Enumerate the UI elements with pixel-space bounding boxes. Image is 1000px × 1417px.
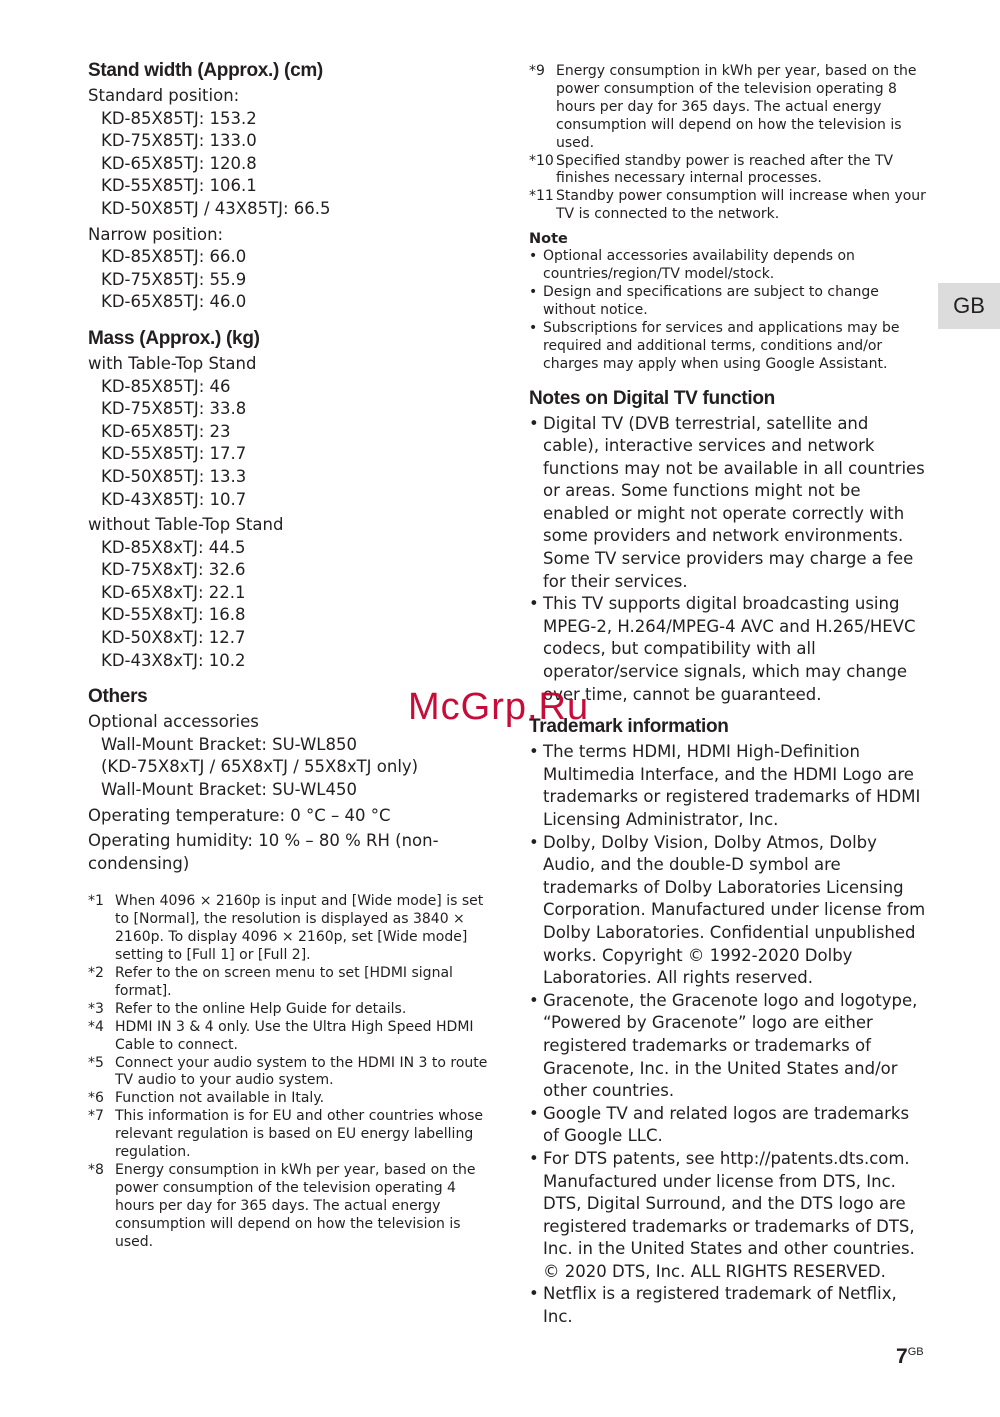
- footnote: [88, 1090, 488, 1108]
- footnote-text: Refer to the online Help Guide for details.: [115, 1000, 407, 1017]
- footnote-text: This information is for EU and other countries whose relevant regulation is based on EU energy labelling regulation.: [115, 1108, 484, 1161]
- others-heading: Others: [88, 686, 148, 708]
- footnotes-right: [529, 63, 929, 224]
- page-number-suffix: GB: [907, 1346, 924, 1358]
- bullet-icon: •: [529, 594, 539, 614]
- footnote-text: Energy consumption in kWh per year, based on the power consumption of the television operating 4 hours per day for 365 days. The actual energy consumption will depend on how the television is used.: [115, 1162, 476, 1250]
- trademark-item: [529, 1148, 929, 1284]
- footnote-mark: *11: [529, 188, 554, 205]
- spec-item: KD-65X85TJ: 23: [101, 421, 231, 441]
- footnote-text: HDMI IN 3 & 4 only. Use the Ultra High Speed HDMI Cable to connect.: [115, 1018, 474, 1053]
- trademark-section: [529, 716, 929, 1328]
- footnote-text: Connect your audio system to the HDMI IN 3 to route TV audio to your audio system.: [115, 1054, 488, 1089]
- footnote-mark: *9: [529, 63, 545, 79]
- footnote-mark: *3: [88, 1000, 104, 1017]
- spec-item: KD-75X85TJ: 33.8: [101, 399, 247, 419]
- spec-item: KD-50X8xTJ: 12.7: [101, 628, 246, 648]
- digital-tv-heading: Notes on Digital TV function: [529, 387, 775, 409]
- bullet-icon: •: [529, 248, 538, 265]
- note-heading: Note: [529, 231, 568, 248]
- footnote-text: When 4096 × 2160p is input and [Wide mode] is set to [Normal], the resolution is displayed as 3840 × 2160p. To display 4096 × 2160p, set [Wide mode] setting to [Full 1] or [Full 2].: [115, 893, 484, 964]
- page-number: [896, 1345, 924, 1369]
- spec-item: KD-55X85TJ: 17.7: [101, 444, 247, 464]
- bullet-icon: •: [529, 1103, 539, 1123]
- footnote-mark: *2: [88, 965, 104, 982]
- trademark-heading: Trademark information: [529, 716, 729, 738]
- trademark-text: The terms HDMI, HDMI High-Definition Multimedia Interface, and the HDMI Logo are trademarks or registered trademarks of HDMI Licensing Administrator, Inc.: [543, 742, 921, 829]
- footnote-text: Specified standby power is reached after the TV finishes necessary internal processes.: [556, 152, 894, 187]
- spec-item: KD-85X85TJ: 153.2: [101, 108, 257, 128]
- bullet-icon: •: [529, 1284, 539, 1304]
- spec-item: KD-85X85TJ: 46: [101, 376, 231, 396]
- spec-item: KD-85X8xTJ: 44.5: [101, 537, 246, 557]
- group-label: with Table-Top Stand: [88, 353, 257, 373]
- with-stand-group: [88, 353, 488, 511]
- group-label: Narrow position:: [88, 224, 224, 244]
- mass-section: [88, 328, 488, 672]
- group-label: without Table-Top Stand: [88, 515, 284, 535]
- trademark-text: Netflix is a registered trademark of Netflix, Inc.: [543, 1284, 897, 1327]
- spec-item: KD-65X85TJ: 46.0: [101, 292, 247, 312]
- footnote: [88, 1108, 488, 1162]
- trademark-text: Google TV and related logos are trademarks of Google LLC.: [543, 1103, 910, 1146]
- note-item: [529, 248, 929, 284]
- footnote: [88, 1001, 488, 1019]
- note-text: Optional accessories availability depends on countries/region/TV model/stock.: [543, 248, 855, 283]
- note-item: [529, 320, 929, 374]
- spec-item: KD-65X85TJ: 120.8: [101, 153, 257, 173]
- trademark-item: [529, 741, 929, 831]
- spec-item: KD-43X85TJ: 10.7: [101, 489, 247, 509]
- spec-item: KD-43X8xTJ: 10.2: [101, 650, 246, 670]
- group-label: Standard position:: [88, 86, 240, 105]
- footnote: [88, 965, 488, 1001]
- trademark-item: [529, 832, 929, 990]
- spec-item: KD-55X85TJ: 106.1: [101, 176, 257, 196]
- footnote: [529, 188, 929, 224]
- spec-item: KD-55X8xTJ: 16.8: [101, 605, 246, 625]
- digital-tv-section: [529, 388, 929, 707]
- footnote: [88, 1162, 488, 1252]
- footnote-mark: *7: [88, 1108, 104, 1125]
- bullet-icon: •: [529, 832, 539, 852]
- language-tab: GB: [938, 283, 1000, 329]
- note-item: [529, 284, 929, 320]
- trademark-text: For DTS patents, see http://patents.dts.com. Manufactured under license from DTS, Inc. DTS, Digital Surround, and the DTS logo are registered trademarks or trademarks of DTS, Inc. in the United States and other countries. © 2020 DTS, Inc. ALL RIGHTS RESERVED.: [543, 1148, 915, 1281]
- accessory-item: Wall-Mount Bracket: SU-WL450: [101, 780, 357, 800]
- footnote-mark: *10: [529, 152, 554, 169]
- spec-item: KD-65X8xTJ: 22.1: [101, 582, 246, 602]
- bullet-icon: •: [529, 1148, 539, 1168]
- spec-item: KD-75X85TJ: 133.0: [101, 131, 257, 151]
- stand-width-section: [88, 60, 488, 314]
- narrow-position-group: [88, 224, 488, 314]
- footnote: [88, 1019, 488, 1055]
- footnote: [88, 1055, 488, 1091]
- footnote-mark: *4: [88, 1018, 104, 1035]
- footnote: [88, 893, 488, 965]
- mass-heading: Mass (Approx.) (kg): [88, 327, 260, 349]
- trademark-item: [529, 990, 929, 1103]
- watermark: McGrp.Ru: [408, 686, 590, 728]
- digital-tv-text: This TV supports digital broadcasting using MPEG-2, H.264/MPEG-4 AVC and H.265/HEVC codecs, but compatibility with all operator/service signals, which may change over time, cannot be guaranteed.: [543, 594, 916, 704]
- page-number-value: 7: [896, 1345, 908, 1368]
- footnote: [529, 153, 929, 189]
- spec-item: KD-50X85TJ: 13.3: [101, 466, 247, 486]
- footnote-text: Standby power consumption will increase when your TV is connected to the network.: [556, 188, 926, 223]
- spec-item: KD-75X85TJ: 55.9: [101, 269, 247, 289]
- note-text: Subscriptions for services and applications may be required and additional terms, conditions and/or charges may apply when using Google Assistant.: [543, 319, 900, 372]
- spec-item: KD-50X85TJ / 43X85TJ: 66.5: [101, 198, 331, 218]
- trademark-item: [529, 1283, 929, 1328]
- trademark-item: [529, 1103, 929, 1148]
- stand-width-heading: Stand width (Approx.) (cm): [88, 60, 323, 81]
- footnote-mark: *5: [88, 1054, 104, 1071]
- footnote-text: Energy consumption in kWh per year, based on the power consumption of the television operating 8 hours per day for 365 days. The actual energy consumption will depend on how the television is used.: [556, 63, 917, 151]
- footnotes-left: [88, 893, 488, 1251]
- digital-tv-text: Digital TV (DVB terrestrial, satellite and cable), interactive services and network functions may not be available in all countries or areas. Some functions might not be enabled or might not operate correctly with some providers and network environments. Some TV service providers may charge a fee for their services.: [543, 413, 925, 591]
- digital-tv-item: [529, 413, 929, 594]
- bullet-icon: •: [529, 742, 539, 762]
- trademark-text: Gracenote, the Gracenote logo and logotype, “Powered by Gracenote” logo are either registered trademarks or trademarks of Gracenote, Inc. in the United States and/or other countries.: [543, 990, 918, 1101]
- footnote-mark: *1: [88, 893, 104, 910]
- footnote: [529, 63, 929, 153]
- accessory-item: (KD-75X8xTJ / 65X8xTJ / 55X8xTJ only): [101, 757, 419, 777]
- accessory-item: Wall-Mount Bracket: SU-WL850: [101, 734, 357, 754]
- spec-item: KD-75X8xTJ: 32.6: [101, 560, 246, 580]
- footnote-text: Refer to the on screen menu to set [HDMI signal format].: [115, 965, 453, 999]
- left-column: [88, 60, 488, 1252]
- footnote-text: Function not available in Italy.: [115, 1090, 325, 1107]
- note-section: [529, 231, 929, 373]
- spec-item: KD-85X85TJ: 66.0: [101, 247, 247, 267]
- bullet-icon: •: [529, 990, 539, 1010]
- note-text: Design and specifications are subject to change without notice.: [543, 283, 879, 318]
- group-label: Optional accessories: [88, 712, 259, 732]
- operating-temperature: Operating temperature: 0 °C – 40 °C: [88, 805, 391, 825]
- bullet-icon: •: [529, 413, 539, 433]
- standard-position-group: [88, 85, 488, 221]
- bullet-icon: •: [529, 319, 538, 336]
- trademark-text: Dolby, Dolby Vision, Dolby Atmos, Dolby Audio, and the double-D symbol are trademarks of Dolby Laboratories Licensing Corporation. Manufactured under license from Dolby Laboratories. Confidential unpublished works. Copyright © 1992-2020 Dolby Laboratories. All rights reserved.: [543, 832, 926, 988]
- bullet-icon: •: [529, 283, 538, 300]
- without-stand-group: [88, 514, 488, 672]
- operating-humidity: Operating humidity: 10 % – 80 % RH (non-condensing): [88, 831, 439, 873]
- footnote-mark: *8: [88, 1162, 104, 1178]
- footnote-mark: *6: [88, 1090, 104, 1107]
